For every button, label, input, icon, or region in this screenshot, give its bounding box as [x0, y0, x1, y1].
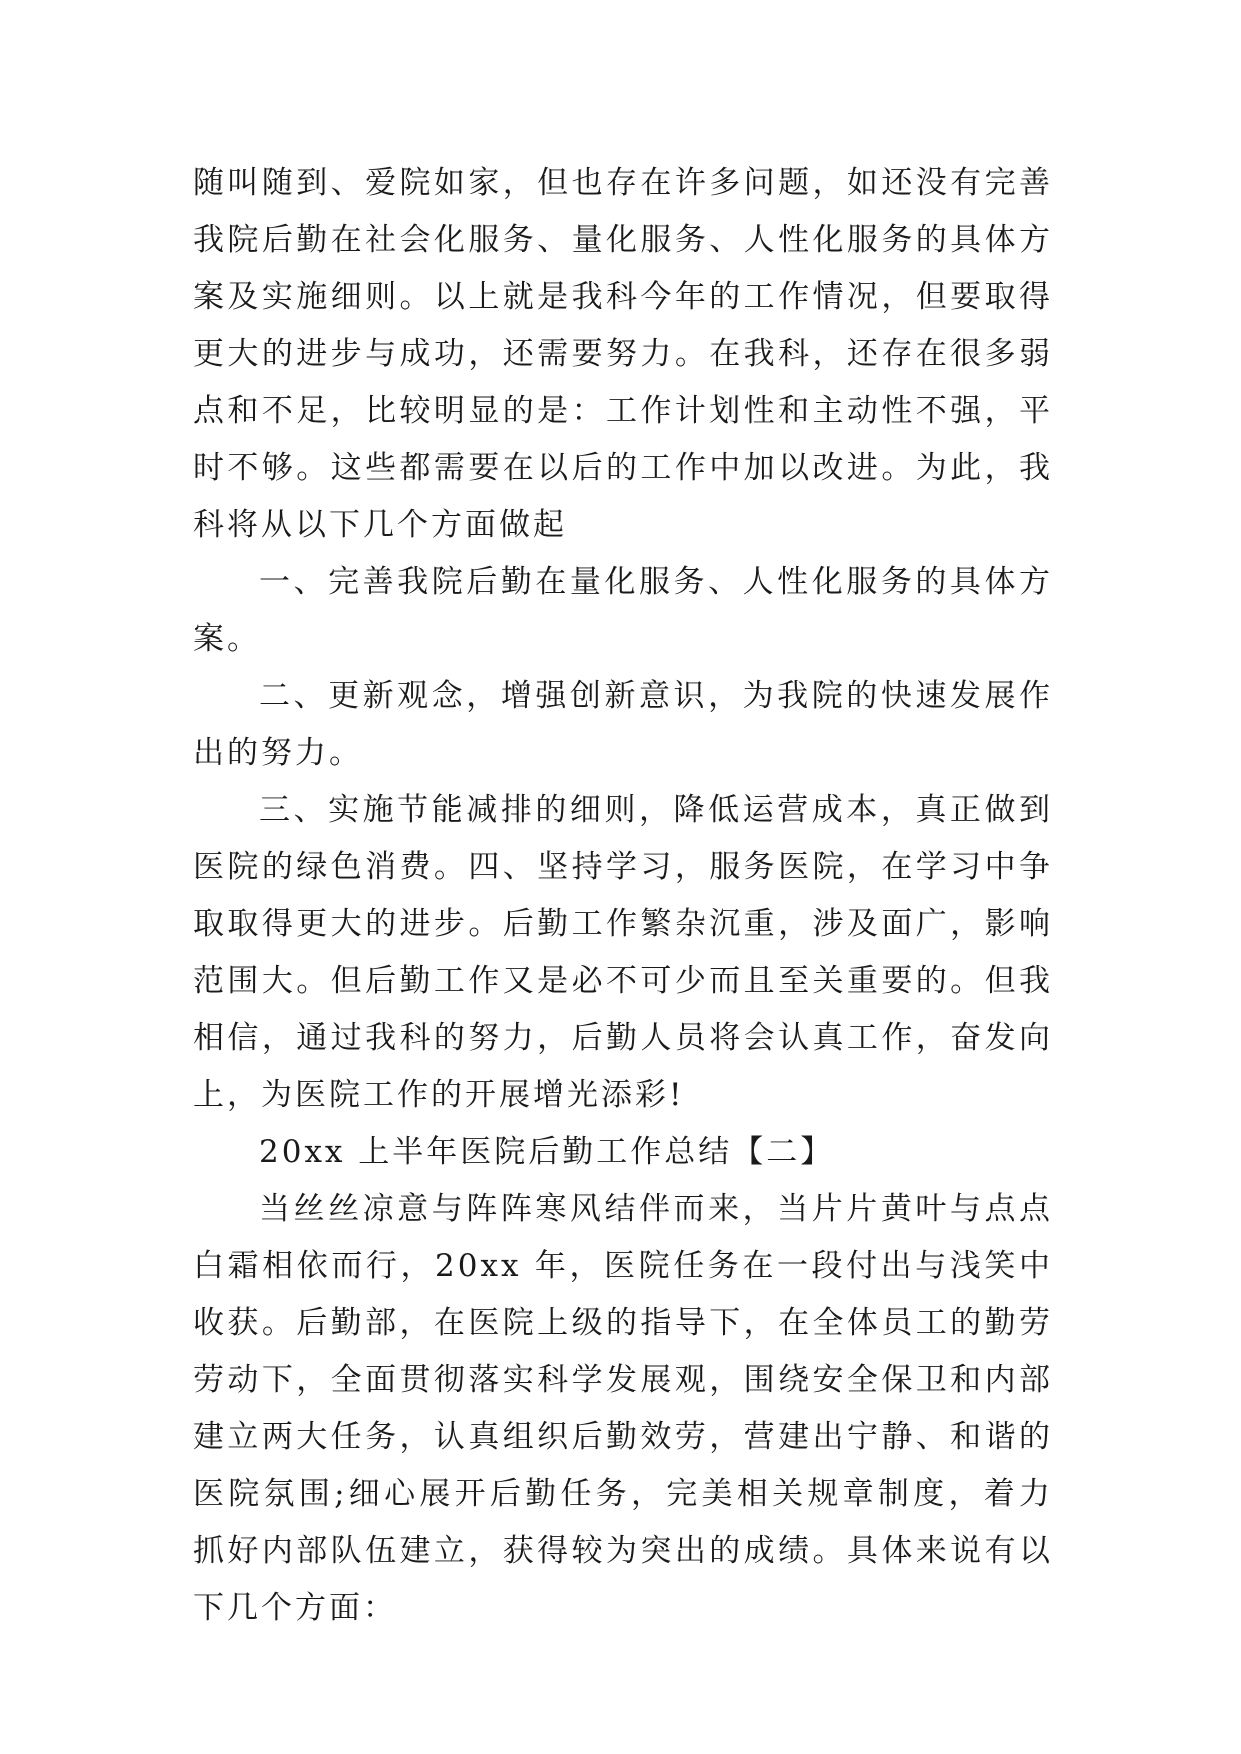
paragraph-section-two-intro: 当丝丝凉意与阵阵寒风结伴而来，当片片黄叶与点点白霜相依而行，20xx 年，医院任务在一段付出与浅笑中收获。后勤部，在医院上级的指导下，在全体员工的勤劳劳动下，全面贯彻落实科学发展观，围绕安全保卫和内部建立两大任务，认真组织后勤效劳，营建出宁静、和谐的医院氛围;细心展开后勤任务，完美相关规章制度，着力抓好内部队伍建立，获得较为突出的成绩。具体来说有以下几个方面： [193, 1191, 1053, 1626]
paragraph-item-one: 一、完善我院后勤在量化服务、人性化服务的具体方案。 [193, 564, 1053, 657]
section-heading: 20xx 上半年医院后勤工作总结【二】 [259, 1134, 835, 1170]
document-page [193, 155, 1053, 1637]
paragraph-continuation: 随叫随到、爱院如家，但也存在许多问题，如还没有完善我院后勤在社会化服务、量化服务、人性化服务的具体方案及实施细则。以上就是我科今年的工作情况，但要取得更大的进步与成功，还需要努力。在我科，还存在很多弱点和不足，比较明显的是：工作计划性和主动性不强，平时不够。这些都需要在以后的工作中加以改进。为此，我科将从以下几个方面做起 [193, 165, 1053, 543]
paragraph-item-three: 三、实施节能减排的细则，降低运营成本，真正做到医院的绿色消费。四、坚持学习，服务医院，在学习中争取取得更大的进步。后勤工作繁杂沉重，涉及面广，影响范围大。但后勤工作又是必不可少而且至关重要的。但我相信，通过我科的努力，后勤人员将会认真工作，奋发向上，为医院工作的开展增光添彩! [193, 792, 1053, 1113]
paragraph-item-two: 二、更新观念，增强创新意识，为我院的快速发展作出的努力。 [193, 678, 1053, 771]
